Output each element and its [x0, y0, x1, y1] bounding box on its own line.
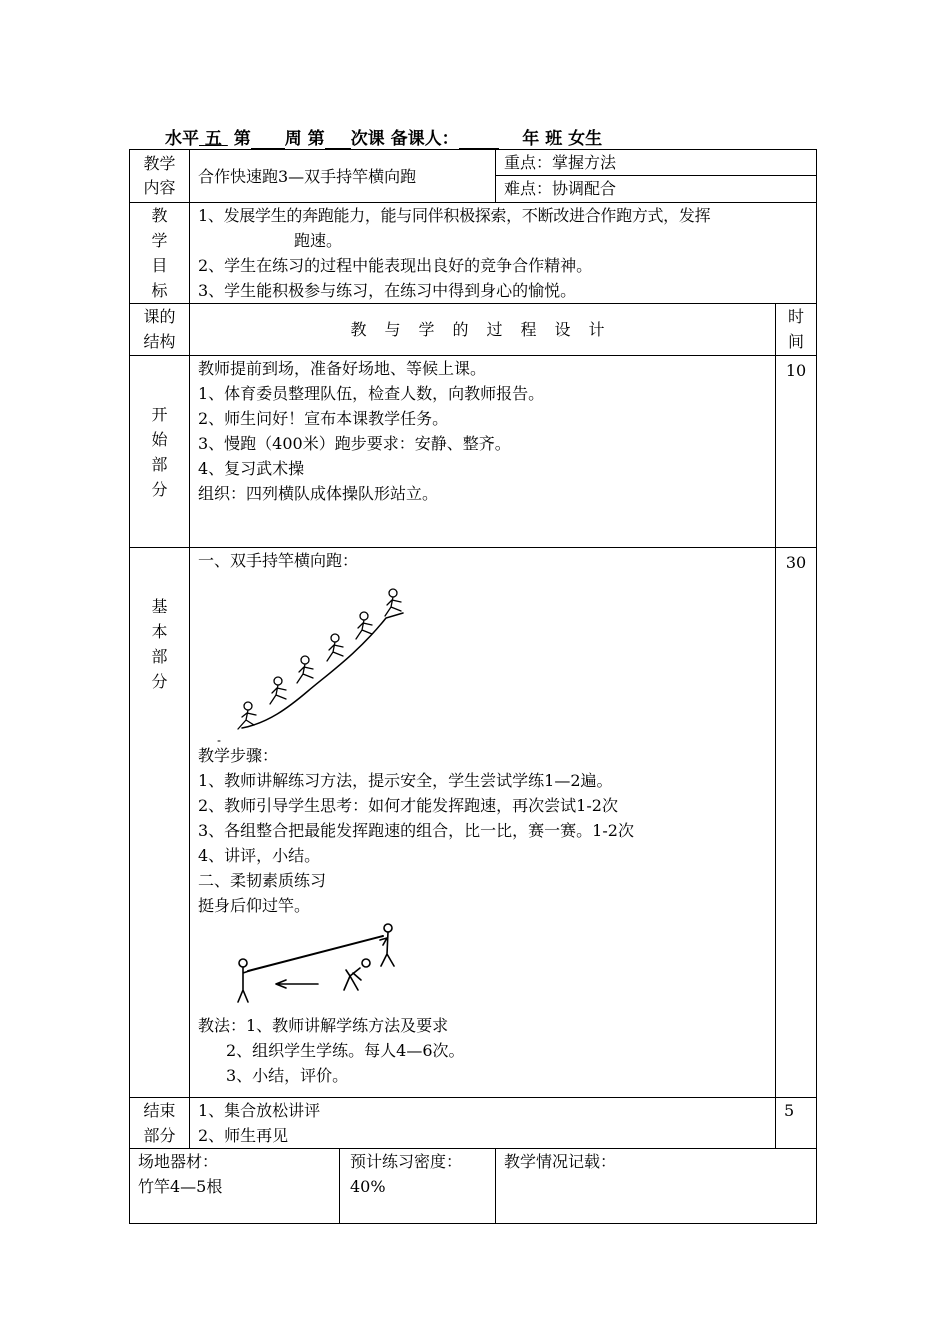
ending-line: 1、集合放松讲评: [198, 1101, 321, 1120]
step-item: 3、各组整合把最能发挥跑速的组合，比一比，赛一赛。1-2次: [198, 821, 634, 840]
basic-time: 30: [785, 553, 807, 572]
equipment-label: 场地器材：: [138, 1152, 219, 1171]
difficulty: 难点：协调配合: [504, 179, 617, 198]
pole-backbend-illustration: [198, 918, 418, 1013]
structure-label-cell: [130, 304, 190, 356]
objectives-label-char: 标: [151, 281, 168, 300]
opening-label-char: 始: [151, 429, 168, 449]
key-point-cell: [496, 150, 817, 176]
objective-item: 1、发展学生的奔跑能力，能与同伴积极探索，不断改进合作跑方式，发挥: [198, 206, 711, 225]
ending-line: 2、师生再见: [198, 1126, 289, 1145]
equipment-value: 竹竿4—5根: [138, 1177, 223, 1196]
process-title: 教与学的过程设计: [350, 320, 623, 339]
basic-time-cell: [776, 548, 817, 1098]
header-level-label: 水平: [165, 129, 199, 149]
basic-title: 一、双手持竿横向跑：: [198, 551, 359, 570]
opening-label-char: 开: [151, 404, 168, 424]
opening-line: 组织：四列横队成体操队形站立。: [198, 484, 439, 503]
opening-line: 2、师生问好！宣布本课教学任务。: [198, 409, 449, 428]
method-line: 2、组织学生学练。每人4—6次。: [226, 1041, 465, 1060]
basic-label-char: 分: [151, 672, 168, 691]
content-label-cell: [130, 150, 190, 203]
density-value: 40%: [350, 1177, 386, 1196]
header-week-blank: [251, 130, 285, 149]
ending-time: 5: [784, 1101, 795, 1120]
step-item: 2、教师引导学生思考：如何才能发挥跑速，再次尝试1-2次: [198, 796, 618, 815]
opening-label-cell: [130, 356, 190, 548]
opening-time: 10: [785, 361, 807, 380]
structure-label: 结构: [143, 332, 176, 351]
opening-time-cell: [776, 356, 817, 548]
opening-line: 3、慢跑（400米）跑步要求：安静、整齐。: [198, 434, 511, 453]
lesson-header: [165, 124, 602, 149]
basic-label-char: 部: [151, 647, 168, 666]
process-title-cell: [190, 304, 776, 356]
density-cell: [340, 1149, 496, 1224]
record-label: 教学情况记载：: [504, 1152, 617, 1171]
method-line: 3、小结，评价。: [226, 1066, 349, 1085]
ending-time-cell: [776, 1098, 817, 1149]
steps-title: 教学步骤：: [198, 746, 279, 765]
objective-item: 3、学生能积极参与练习，在练习中得到身心的愉悦。: [198, 281, 577, 300]
objectives-label-char: 教: [151, 206, 168, 225]
key-point: 重点：掌握方法: [504, 153, 617, 172]
header-week-label: 第: [233, 129, 251, 149]
ending-label-cell: [130, 1098, 190, 1149]
objectives-label-char: 学: [151, 231, 168, 250]
content-text-cell: [190, 150, 496, 203]
difficulty-cell: [496, 176, 817, 203]
record-cell: [496, 1149, 817, 1224]
content-label: 教学内容: [143, 154, 176, 197]
ending-label: 结束: [143, 1101, 176, 1120]
objectives-label-char: 目: [151, 256, 168, 275]
opening-line: 1、体育委员整理队伍，检查人数，向教师报告。: [198, 384, 545, 403]
time-label-cell: [776, 304, 817, 356]
density-label: 预计练习密度：: [350, 1152, 463, 1171]
lesson-plan-table: [129, 149, 817, 1224]
content-text: 合作快速跑3—双手持竿横向跑: [198, 166, 417, 186]
time-label: 时: [788, 307, 805, 326]
basic-label-char: 基: [151, 597, 168, 616]
opening-label-char: 分: [151, 479, 168, 499]
opening-label-char: 部: [151, 454, 168, 474]
basic-label-char: 本: [151, 622, 168, 641]
header-class-label: 年 班 女生: [522, 129, 603, 149]
header-preparer-label: 次课 备课人：: [350, 129, 459, 149]
step-item: 1、教师讲解练习方法，提示安全，学生尝试学练1—2遍。: [198, 771, 613, 790]
header-preparer-blank: [459, 130, 499, 149]
part2-title: 二、柔韧素质练习: [198, 871, 327, 890]
structure-label: 课的: [143, 307, 176, 326]
opening-line: 4、复习武术操: [198, 459, 305, 478]
equipment-cell: [130, 1149, 340, 1224]
header-lesson-label: 周 第: [284, 129, 325, 149]
opening-line: 教师提前到场，准备好场地、等候上课。: [198, 359, 487, 378]
objectives-label-cell: [130, 203, 190, 304]
basic-content-cell: [190, 548, 776, 1098]
time-label: 间: [788, 332, 805, 351]
ending-label: 部分: [143, 1126, 176, 1145]
opening-content-cell: [190, 356, 776, 548]
basic-label-cell: [130, 548, 190, 1098]
objective-item: 2、学生在练习的过程中能表现出良好的竞争合作精神。: [198, 256, 593, 275]
ending-content-cell: [190, 1098, 776, 1149]
method-line: 教法：1、教师讲解学练方法及要求: [198, 1016, 449, 1035]
objectives-cell: [190, 203, 817, 304]
header-lesson-blank: [325, 130, 351, 149]
step-item: 4、讲评，小结。: [198, 846, 321, 865]
part2-sub: 挺身后仰过竿。: [198, 896, 311, 915]
objective-item: 跑速。: [294, 231, 343, 250]
pole-run-illustration: [198, 573, 418, 743]
header-level-value: 五: [204, 129, 222, 149]
